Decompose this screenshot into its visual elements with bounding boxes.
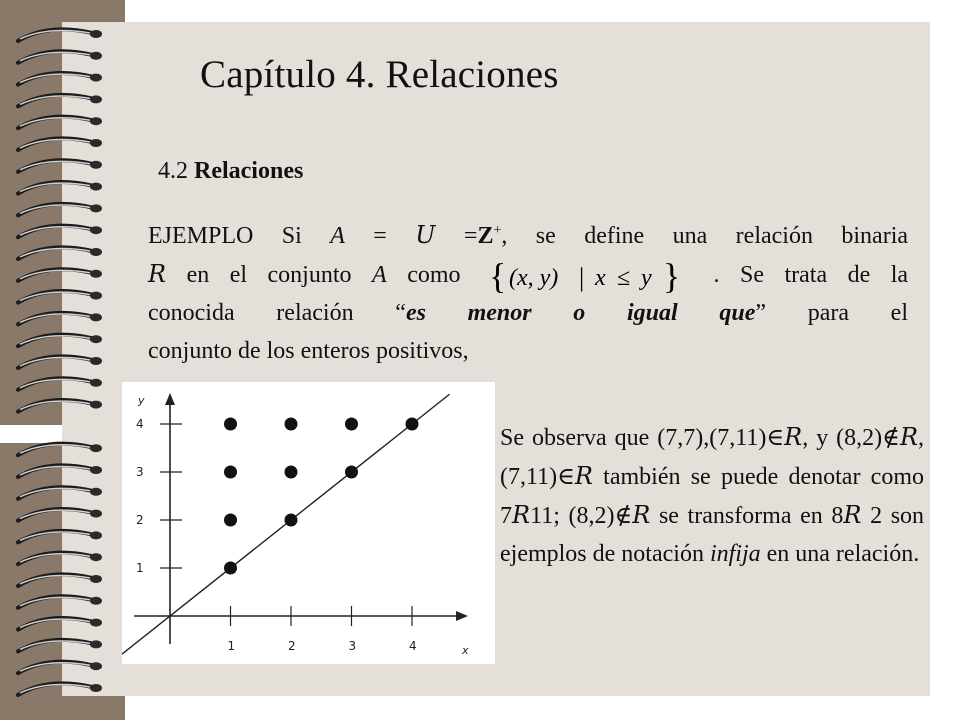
spiral-ring-icon bbox=[18, 683, 102, 695]
data-point bbox=[224, 418, 237, 431]
x-axis-arrow-icon bbox=[456, 611, 468, 621]
spiral-ring-icon bbox=[18, 531, 102, 543]
set-pair: (x, y) bbox=[509, 265, 559, 292]
spiral-ring-icon bbox=[18, 160, 102, 172]
spiral-ring-icon bbox=[18, 51, 102, 63]
universe-symbol: U bbox=[415, 221, 436, 249]
spiral-ring-icon bbox=[18, 204, 102, 216]
spiral-binding-icon bbox=[0, 0, 125, 720]
y-tick-label: 3 bbox=[136, 465, 144, 479]
x-axis-label: x bbox=[462, 644, 469, 657]
spiral-ring-icon bbox=[18, 182, 102, 194]
spiral-ring-icon bbox=[18, 335, 102, 347]
spiral-ring-icon bbox=[18, 640, 102, 652]
section-title: Relaciones bbox=[194, 158, 304, 184]
slide-title: Capítulo 4. Relaciones bbox=[200, 53, 559, 96]
relation-symbol: R bbox=[148, 260, 167, 288]
example-line-4: conjunto de los enteros positivos, bbox=[148, 338, 469, 364]
section-heading bbox=[158, 158, 303, 185]
spiral-ring-icon bbox=[18, 313, 102, 325]
example-paragraph bbox=[148, 212, 908, 370]
spiral-ring-icon bbox=[18, 73, 102, 85]
example-line-3: conocida relación “es menor o igual que” para el bbox=[148, 300, 908, 326]
spiral-ring-icon bbox=[18, 378, 102, 390]
data-point bbox=[224, 466, 237, 479]
data-point bbox=[345, 466, 358, 479]
data-point bbox=[285, 418, 298, 431]
data-point bbox=[224, 562, 237, 575]
spiral-ring-icon bbox=[18, 574, 102, 586]
spiral-ring-icon bbox=[18, 95, 102, 107]
data-point bbox=[406, 418, 419, 431]
set-notation bbox=[487, 260, 687, 295]
spiral-ring-icon bbox=[18, 662, 102, 674]
section-number: 4.2 bbox=[158, 158, 188, 184]
data-point bbox=[285, 514, 298, 527]
spiral-ring-icon bbox=[18, 400, 102, 412]
spiral-ring-icon bbox=[18, 596, 102, 608]
relation-phrase: es menor o igual que bbox=[405, 300, 756, 326]
spiral-ring-icon bbox=[18, 618, 102, 630]
spiral-ring-icon bbox=[18, 117, 102, 129]
svg-text:x: x bbox=[595, 265, 606, 292]
svg-text:≤: ≤ bbox=[617, 265, 631, 292]
y-tick-label: 4 bbox=[136, 417, 144, 431]
x-tick-label: 2 bbox=[288, 639, 296, 653]
y-tick-label: 1 bbox=[136, 561, 144, 575]
relation-graph bbox=[122, 382, 495, 664]
example-line-1: EJEMPLO Si A = U =Z+, se define una relación binaria bbox=[148, 221, 909, 249]
data-point bbox=[345, 418, 358, 431]
spiral-ring-icon bbox=[18, 356, 102, 368]
spiral-ring-icon bbox=[18, 29, 102, 41]
set-bar: | bbox=[579, 263, 585, 293]
data-point bbox=[224, 514, 237, 527]
svg-text:y: y bbox=[641, 265, 652, 292]
y-axis-arrow-icon bbox=[165, 393, 175, 405]
spiral-ring-icon bbox=[18, 226, 102, 238]
y-tick-label: 2 bbox=[136, 513, 144, 527]
y-axis-label: y bbox=[138, 394, 145, 407]
spiral-ring-icon bbox=[18, 291, 102, 303]
observation-paragraph: Se observa que (7,7),(7,11)∈R, y (8,2)∉R, (7,11)∈R también se puede denotar como 7R11; (8,2)∉R se transforma en 8R 2 son ejemplos de notación infija en una relación. bbox=[500, 423, 925, 567]
svg-text:{: { bbox=[489, 260, 507, 295]
data-point bbox=[285, 466, 298, 479]
example-line-2: R en el conjunto A como { (x, y) | x ≤ y } . Se trata de la bbox=[148, 255, 908, 294]
spiral-ring-icon bbox=[18, 487, 102, 499]
x-tick-label: 3 bbox=[348, 639, 357, 653]
svg-text:}: } bbox=[663, 260, 681, 295]
spiral-ring-icon bbox=[18, 138, 102, 150]
spiral-ring-icon bbox=[18, 509, 102, 521]
relation-scatter-plot bbox=[122, 382, 495, 664]
spiral-ring-icon bbox=[18, 553, 102, 565]
x-tick-label: 4 bbox=[409, 639, 417, 653]
spiral-ring-icon bbox=[18, 269, 102, 281]
spiral-ring-icon bbox=[18, 247, 102, 259]
x-tick-label: 1 bbox=[227, 639, 236, 653]
spiral-ring-icon bbox=[18, 465, 102, 477]
spiral-ring-icon bbox=[18, 444, 102, 456]
